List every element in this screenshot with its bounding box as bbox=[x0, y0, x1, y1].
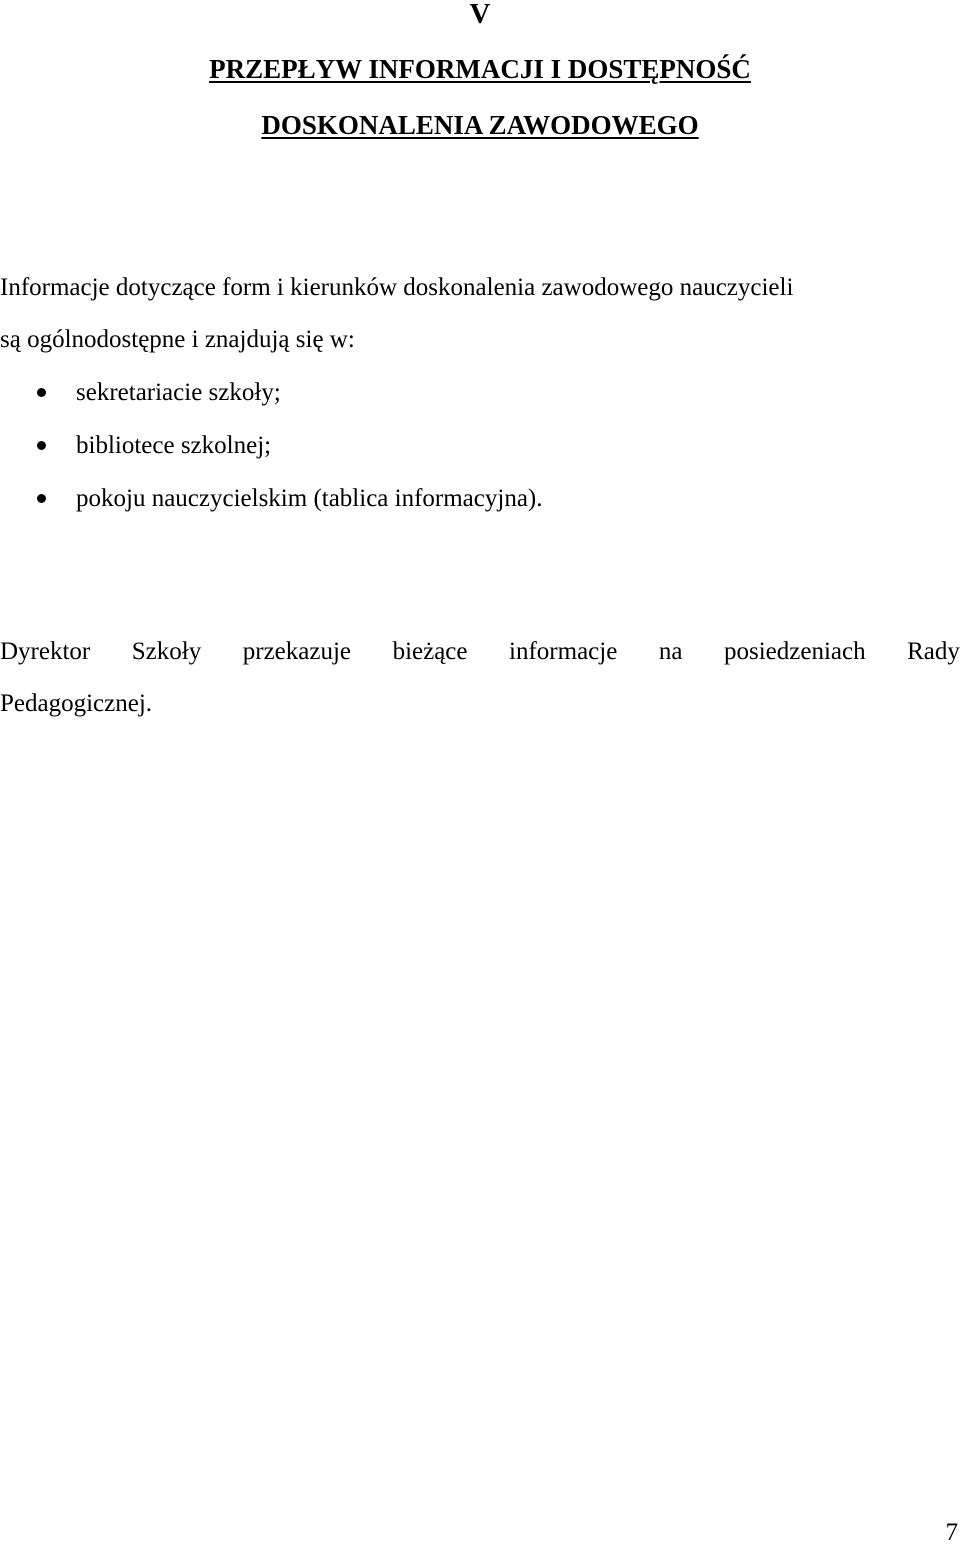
list-item-text: sekretariacie szkoły; bbox=[76, 379, 281, 406]
list-item bbox=[0, 472, 543, 525]
intro-line-1: Informacje dotyczące form i kierunków doskonalenia zawodowego nauczycieli bbox=[0, 274, 794, 301]
bullet-icon bbox=[37, 494, 46, 503]
list-item-text: bibliotece szkolnej; bbox=[76, 432, 272, 459]
word: Rady bbox=[907, 638, 960, 665]
word: Dyrektor bbox=[0, 638, 91, 665]
list-item bbox=[0, 419, 543, 472]
word: bieżące bbox=[392, 638, 468, 665]
word: przekazuje bbox=[242, 638, 352, 665]
bullet-icon bbox=[37, 441, 46, 450]
section-title-line-1: PRZEPŁYW INFORMACJI I DOSTĘPNOŚĆ bbox=[209, 54, 751, 84]
chapter-number: V bbox=[469, 0, 491, 30]
section-title-line-2: DOSKONALENIA ZAWODOWEGO bbox=[261, 110, 699, 140]
word: posiedzeniach bbox=[723, 638, 866, 665]
locations-list bbox=[0, 366, 543, 525]
list-item bbox=[0, 366, 543, 419]
list-item-text: pokoju nauczycielskim (tablica informacyjna). bbox=[76, 485, 543, 512]
director-line-2: Pedagogicznej. bbox=[0, 690, 153, 717]
intro-paragraph bbox=[0, 262, 960, 366]
bullet-icon bbox=[37, 388, 46, 397]
word: informacje bbox=[509, 638, 618, 665]
word: na bbox=[658, 638, 683, 665]
intro-line-2: są ogólnodostępne i znajdują się w: bbox=[0, 326, 355, 353]
page-number: 7 bbox=[945, 1519, 958, 1546]
director-paragraph bbox=[0, 626, 960, 730]
word: Szkoły bbox=[131, 638, 202, 665]
director-line-1 bbox=[0, 626, 960, 678]
